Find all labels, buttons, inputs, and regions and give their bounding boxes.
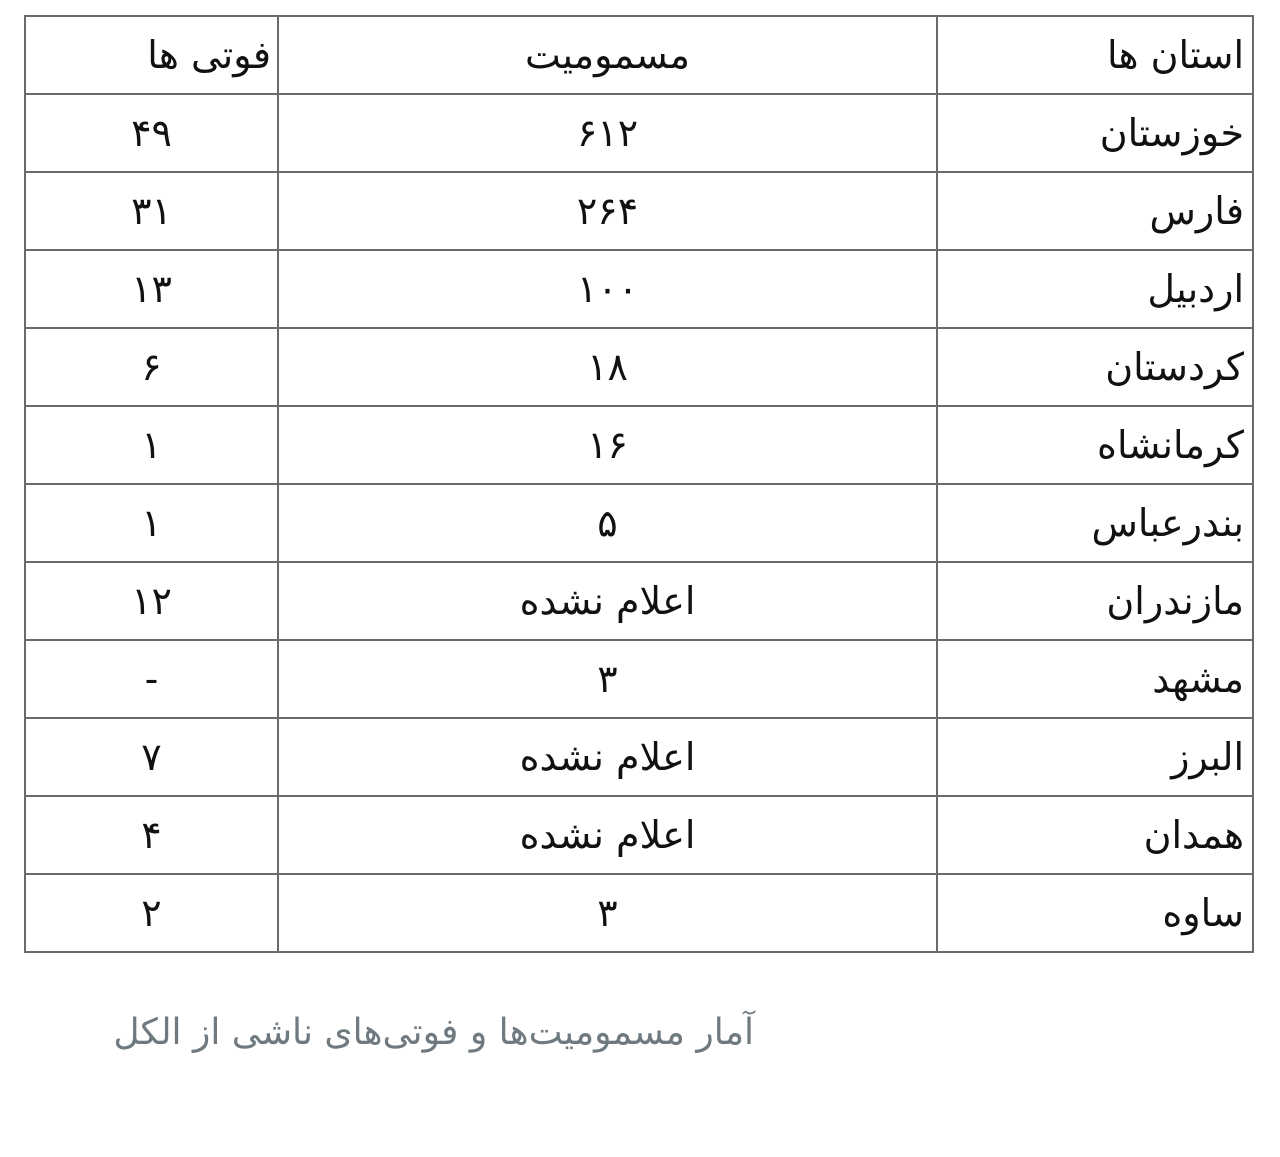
table-row bbox=[25, 328, 1253, 406]
cell-deaths: ۱۲ bbox=[25, 562, 278, 640]
cell-poisoning: اعلام نشده bbox=[278, 718, 937, 796]
table-row bbox=[25, 874, 1253, 952]
cell-deaths: ۱۳ bbox=[25, 250, 278, 328]
cell-poisoning: ۱۶ bbox=[278, 406, 937, 484]
cell-deaths: ۴ bbox=[25, 796, 278, 874]
cell-province: همدان bbox=[937, 796, 1253, 874]
cell-deaths: ۶ bbox=[25, 328, 278, 406]
cell-poisoning: ۱۰۰ bbox=[278, 250, 937, 328]
cell-province: البرز bbox=[937, 718, 1253, 796]
table-row bbox=[25, 484, 1253, 562]
cell-province: فارس bbox=[937, 172, 1253, 250]
cell-poisoning: ۱۸ bbox=[278, 328, 937, 406]
table-row bbox=[25, 250, 1253, 328]
cell-poisoning: اعلام نشده bbox=[278, 562, 937, 640]
table-row bbox=[25, 718, 1253, 796]
alcohol-poisoning-table bbox=[24, 15, 1254, 953]
cell-province: بندرعباس bbox=[937, 484, 1253, 562]
table-row bbox=[25, 94, 1253, 172]
cell-province: مازندران bbox=[937, 562, 1253, 640]
cell-province: خوزستان bbox=[937, 94, 1253, 172]
cell-deaths: ۷ bbox=[25, 718, 278, 796]
cell-poisoning: ۳ bbox=[278, 874, 937, 952]
cell-poisoning: ۲۶۴ bbox=[278, 172, 937, 250]
cell-province: اردبیل bbox=[937, 250, 1253, 328]
cell-province: مشهد bbox=[937, 640, 1253, 718]
header-province: استان ها bbox=[937, 16, 1253, 94]
header-poisoning: مسمومیت bbox=[278, 16, 937, 94]
cell-province: ساوه bbox=[937, 874, 1253, 952]
cell-province: کردستان bbox=[937, 328, 1253, 406]
cell-poisoning: اعلام نشده bbox=[278, 796, 937, 874]
header-deaths: فوتی ها bbox=[25, 16, 278, 94]
cell-province: کرمانشاه bbox=[937, 406, 1253, 484]
cell-poisoning: ۶۱۲ bbox=[278, 94, 937, 172]
cell-deaths: - bbox=[25, 640, 278, 718]
table-row bbox=[25, 172, 1253, 250]
cell-deaths: ۴۹ bbox=[25, 94, 278, 172]
table-row bbox=[25, 640, 1253, 718]
cell-deaths: ۲ bbox=[25, 874, 278, 952]
cell-poisoning: ۳ bbox=[278, 640, 937, 718]
table-caption: آمار مسمومیت‌ها و فوتی‌های ناشی از الکل bbox=[113, 1012, 754, 1053]
table-row bbox=[25, 796, 1253, 874]
table-row bbox=[25, 562, 1253, 640]
cell-deaths: ۱ bbox=[25, 406, 278, 484]
table-row bbox=[25, 406, 1253, 484]
cell-poisoning: ۵ bbox=[278, 484, 937, 562]
table-header-row bbox=[25, 16, 1253, 94]
cell-deaths: ۱ bbox=[25, 484, 278, 562]
cell-deaths: ۳۱ bbox=[25, 172, 278, 250]
